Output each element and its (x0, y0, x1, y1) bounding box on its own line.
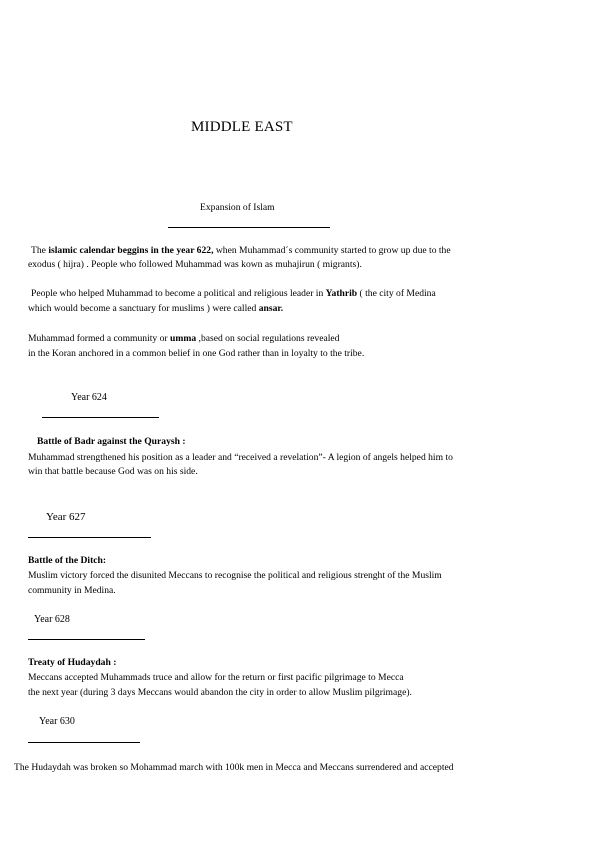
text: Muhammad formed a community or (28, 333, 171, 344)
year-628-underline (28, 639, 145, 640)
treaty-of-hudaydah-line-1: Meccans accepted Muhammads truce and allow for the return or first pacific pilgrimage to Mecca (28, 672, 404, 683)
paragraph-3-line-1 (28, 333, 339, 346)
bold-text: islamic calendar beggins in the year 622, (48, 245, 214, 256)
battle-of-badr-heading: Battle of Badr against the Quraysh : (37, 436, 186, 447)
paragraph-2-line-2 (28, 303, 283, 316)
text: ( the city of Medina (357, 288, 436, 299)
text: which would become a sanctuary for muslims ) were called (28, 303, 259, 314)
section-subtitle: Expansion of Islam (200, 202, 275, 213)
treaty-of-hudaydah-heading: Treaty of Hudaydah : (28, 657, 117, 668)
battle-of-the-ditch-heading: Battle of the Ditch: (28, 555, 107, 566)
page-title: MIDDLE EAST (191, 119, 293, 135)
battle-of-badr-line-1: Muhammad strengthened his position as a leader and “received a revelation”- A legion of angels helped him to (28, 452, 453, 463)
year-627-label: Year 627 (46, 511, 86, 523)
battle-of-badr-line-2: win that battle because God was on his side. (28, 466, 198, 477)
year-630-line-1: The Hudaydah was broken so Mohammad march with 100k men in Mecca and Meccans surrendered and accepted (14, 762, 454, 773)
subtitle-underline (168, 227, 330, 228)
treaty-of-hudaydah-line-2: the next year (during 3 days Meccans would abandon the city in order to allow Muslim pilgrimage). (28, 687, 412, 698)
bold-text: umma (170, 333, 197, 344)
text: People who helped Muhammad to become a political and religious leader in (31, 288, 326, 299)
paragraph-1-line-1 (31, 245, 451, 258)
text: when Muhammad´s community started to grow up due to the (213, 245, 451, 256)
year-624-underline (42, 417, 159, 418)
paragraph-1-line-2: exodus ( hijra) . People who followed Muhammad was kown as muhajirun ( migrants). (28, 259, 362, 270)
text: The (31, 245, 49, 256)
year-630-underline (28, 742, 140, 743)
paragraph-2-line-1 (31, 288, 436, 301)
text: ,based on social regulations revealed (196, 333, 340, 344)
bold-text: ansar. (258, 303, 284, 314)
paragraph-3-line-2: in the Koran anchored in a common belief in one God rather than in loyalty to the tribe. (28, 348, 365, 359)
year-627-underline (28, 537, 151, 538)
bold-text: Yathrib (325, 288, 358, 299)
year-630-label: Year 630 (39, 716, 75, 727)
year-628-label: Year 628 (34, 614, 70, 625)
year-624-label: Year 624 (71, 392, 107, 403)
battle-of-the-ditch-line-1: Muslim victory forced the disunited Meccans to recognise the political and religious strenght of the Muslim (28, 570, 442, 581)
battle-of-the-ditch-line-2: community in Medina. (28, 585, 116, 596)
